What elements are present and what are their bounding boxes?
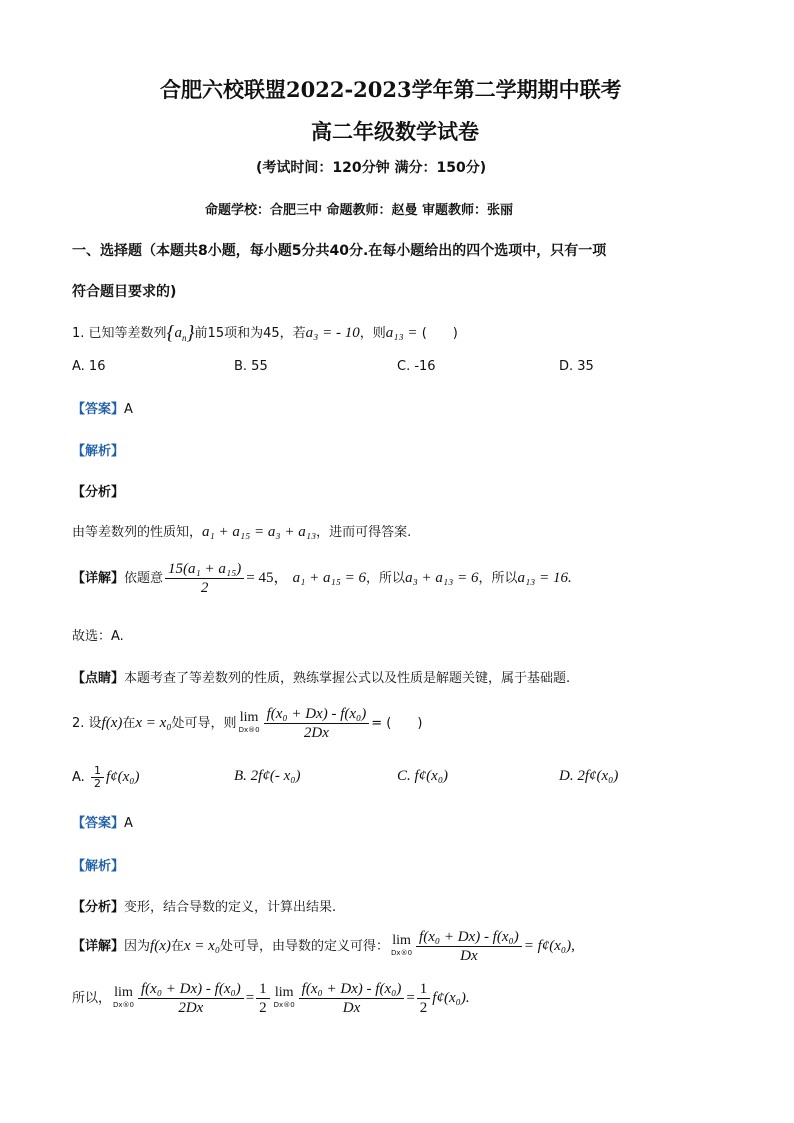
q2-fraction bbox=[264, 705, 370, 742]
q1-eq3: a₃ + a₁₃ = 6 bbox=[405, 570, 479, 586]
answer-value: A bbox=[124, 402, 133, 417]
q1-paren: ( ) bbox=[421, 326, 458, 341]
q1-option-a: A. 16 bbox=[72, 359, 106, 374]
detail-denominator: Dx bbox=[460, 948, 478, 964]
q1-fenxi-pre: 由等差数列的性质知， bbox=[72, 525, 203, 540]
exam-authors: 命题学校：合肥三中 命题教师：赵曼 审题教师：张丽 bbox=[205, 203, 514, 218]
q1-detail-mid: ，所以 bbox=[366, 571, 406, 586]
comment-tag: 【点睛】 bbox=[72, 671, 125, 686]
sol-num-1: f(x₀ + Dx) - f(x₀) bbox=[138, 980, 244, 999]
q1-eq4: a₁₃ = 16. bbox=[517, 570, 572, 586]
q2-sol-half bbox=[256, 980, 270, 1017]
q2-fenxi bbox=[72, 896, 336, 915]
lim-sub: Dx®0 bbox=[273, 1000, 295, 1009]
q2-solution bbox=[72, 980, 470, 1017]
q2-fenxi-tag: 【分析】 bbox=[72, 900, 125, 915]
lim-text: lim bbox=[239, 709, 259, 725]
q1-eq1: = 45， bbox=[246, 570, 289, 586]
exam-info: (考试时间：120分钟 满分：150分) bbox=[256, 160, 487, 176]
q2-sol-fraction-2 bbox=[299, 980, 405, 1017]
q2-paren: = ( ) bbox=[371, 716, 423, 731]
q1-analysis-tag: 【解析】 bbox=[72, 444, 125, 459]
q1-condition: a₃ = - 10 bbox=[305, 325, 360, 341]
half-num: 1 bbox=[91, 765, 104, 778]
section-heading-cont: 符合题目要求的) bbox=[72, 284, 177, 300]
exam-subtitle: 高二年级数学试卷 bbox=[311, 119, 479, 144]
q1-fenxi-tag: 【分析】 bbox=[72, 485, 125, 500]
q2-detail-fx: f(x) bbox=[150, 938, 171, 954]
equals-sign: = bbox=[406, 990, 415, 1006]
half-num: 1 bbox=[256, 980, 270, 999]
q2-answer bbox=[72, 812, 133, 831]
equals-sign: = bbox=[245, 990, 255, 1006]
q2-option-a bbox=[72, 765, 139, 790]
q1-prefix: 1. 已知等差数列 bbox=[72, 326, 167, 341]
q2-detail-pre: 因为 bbox=[124, 939, 151, 954]
q2-denominator: 2Dx bbox=[303, 725, 329, 741]
q1-mid: 前15项和为45，若 bbox=[194, 326, 306, 341]
q2-sol-fraction-1 bbox=[138, 980, 244, 1017]
q2-so: 所以， bbox=[72, 991, 112, 1006]
sol-num-2: f(x₀ + Dx) - f(x₀) bbox=[299, 980, 405, 999]
q1-option-c: C. -16 bbox=[397, 359, 436, 374]
q1-sum-numerator: 15(a₁ + a₁₅) bbox=[165, 560, 244, 579]
q1-eq2: a₁ + a₁₅ = 6 bbox=[292, 570, 367, 586]
lim-sub: Dx®0 bbox=[238, 725, 260, 734]
answer-tag: 【答案】 bbox=[72, 402, 125, 417]
q2-option-a-label: A. bbox=[72, 770, 85, 785]
question-1 bbox=[72, 322, 458, 345]
half-den: 2 bbox=[93, 777, 101, 790]
q2-option-a-half bbox=[91, 765, 104, 790]
q2-detail-in: 在 bbox=[170, 939, 184, 954]
q2-detail-limit bbox=[391, 932, 413, 959]
sol-den-1: 2Dx bbox=[178, 1000, 204, 1016]
exam-title: 合肥六校联盟2022-2023学年第二学期期中联考 bbox=[160, 77, 622, 102]
q2-sol-limit-1 bbox=[113, 984, 135, 1011]
q1-detail-pre: 依题意 bbox=[124, 571, 164, 586]
q2-detail-result: = f¢(x₀), bbox=[523, 938, 575, 954]
q1-fenxi-eq: a₁ + a₁₅ = a₃ + a₁₃ bbox=[202, 524, 317, 540]
lim-sub: Dx®0 bbox=[391, 948, 413, 957]
q1-detail-tag: 【详解】 bbox=[72, 571, 125, 586]
q2-option-b: B. 2f¢(- x₀) bbox=[234, 768, 301, 784]
question-2 bbox=[72, 705, 422, 742]
half-den: 2 bbox=[259, 1000, 267, 1016]
detail-numerator: f(x₀ + Dx) - f(x₀) bbox=[416, 928, 522, 947]
q1-detail-mid2: ，所以 bbox=[478, 571, 518, 586]
q2-fenxi-text: 变形，结合导数的定义，计算出结果. bbox=[124, 900, 337, 915]
q2-sol-end: f¢(x₀). bbox=[432, 990, 470, 1006]
comment-text: 本题考查了等差数列的性质，熟练掌握公式以及性质是解题关键，属于基础题. bbox=[124, 671, 571, 686]
q2-numerator: f(x₀ + Dx) - f(x₀) bbox=[264, 705, 370, 724]
sol-den-2: Dx bbox=[342, 1000, 361, 1016]
q2-fx: f(x) bbox=[101, 715, 123, 731]
q1-choose: 故选：A. bbox=[72, 629, 124, 644]
q2-option-a-expr: f¢(x₀) bbox=[105, 769, 140, 785]
q1-comment bbox=[72, 667, 570, 686]
q2-analysis-tag: 【解析】 bbox=[72, 859, 125, 874]
q2-detail-x0: x = x₀ bbox=[183, 938, 221, 954]
q2-detail-tag: 【详解】 bbox=[72, 939, 125, 954]
q1-option-d: D. 35 bbox=[559, 359, 594, 374]
q2-option-c: C. f¢(x₀) bbox=[397, 768, 449, 784]
q2-prefix: 2. 设 bbox=[72, 716, 102, 731]
q1-sum-fraction bbox=[165, 560, 244, 597]
q2-detail-mid: 处可导，由导数的定义可得： bbox=[220, 939, 390, 954]
q2-detail-fraction bbox=[416, 928, 522, 965]
q2-x0: x = x₀ bbox=[135, 715, 172, 731]
q2-sol-half-2 bbox=[417, 980, 431, 1017]
q1-fenxi bbox=[72, 521, 411, 541]
q1-option-b: B. 55 bbox=[234, 359, 268, 374]
answer-value: A bbox=[124, 816, 133, 831]
q1-fenxi-post: ，进而可得答案. bbox=[316, 525, 412, 540]
q2-detail bbox=[72, 928, 575, 965]
q1-target: a₁₃ = bbox=[385, 325, 418, 341]
lim-text: lim bbox=[114, 984, 133, 1000]
q1-then: ，则 bbox=[359, 326, 386, 341]
half-den: 2 bbox=[419, 1000, 428, 1016]
answer-tag: 【答案】 bbox=[72, 816, 125, 831]
lim-text: lim bbox=[392, 932, 411, 948]
section-heading: 一、选择题（本题共8小题，每小题5分共40分.在每小题给出的四个选项中，只有一项 bbox=[72, 243, 607, 259]
q1-answer bbox=[72, 398, 133, 417]
q2-mid: 在 bbox=[122, 716, 136, 731]
q1-detail bbox=[72, 560, 572, 597]
half-num: 1 bbox=[417, 980, 431, 999]
sequence-symbol: $\{a_n\}$ bbox=[166, 322, 195, 344]
q2-limit bbox=[238, 709, 260, 736]
q2-sol-limit-2 bbox=[273, 984, 295, 1011]
q2-option-d: D. 2f¢(x₀) bbox=[559, 768, 619, 784]
lim-text: lim bbox=[274, 984, 294, 1000]
q1-sum-denominator: 2 bbox=[200, 580, 209, 596]
q2-mid2: 处可导，则 bbox=[171, 716, 237, 731]
lim-sub: Dx®0 bbox=[113, 1000, 135, 1009]
